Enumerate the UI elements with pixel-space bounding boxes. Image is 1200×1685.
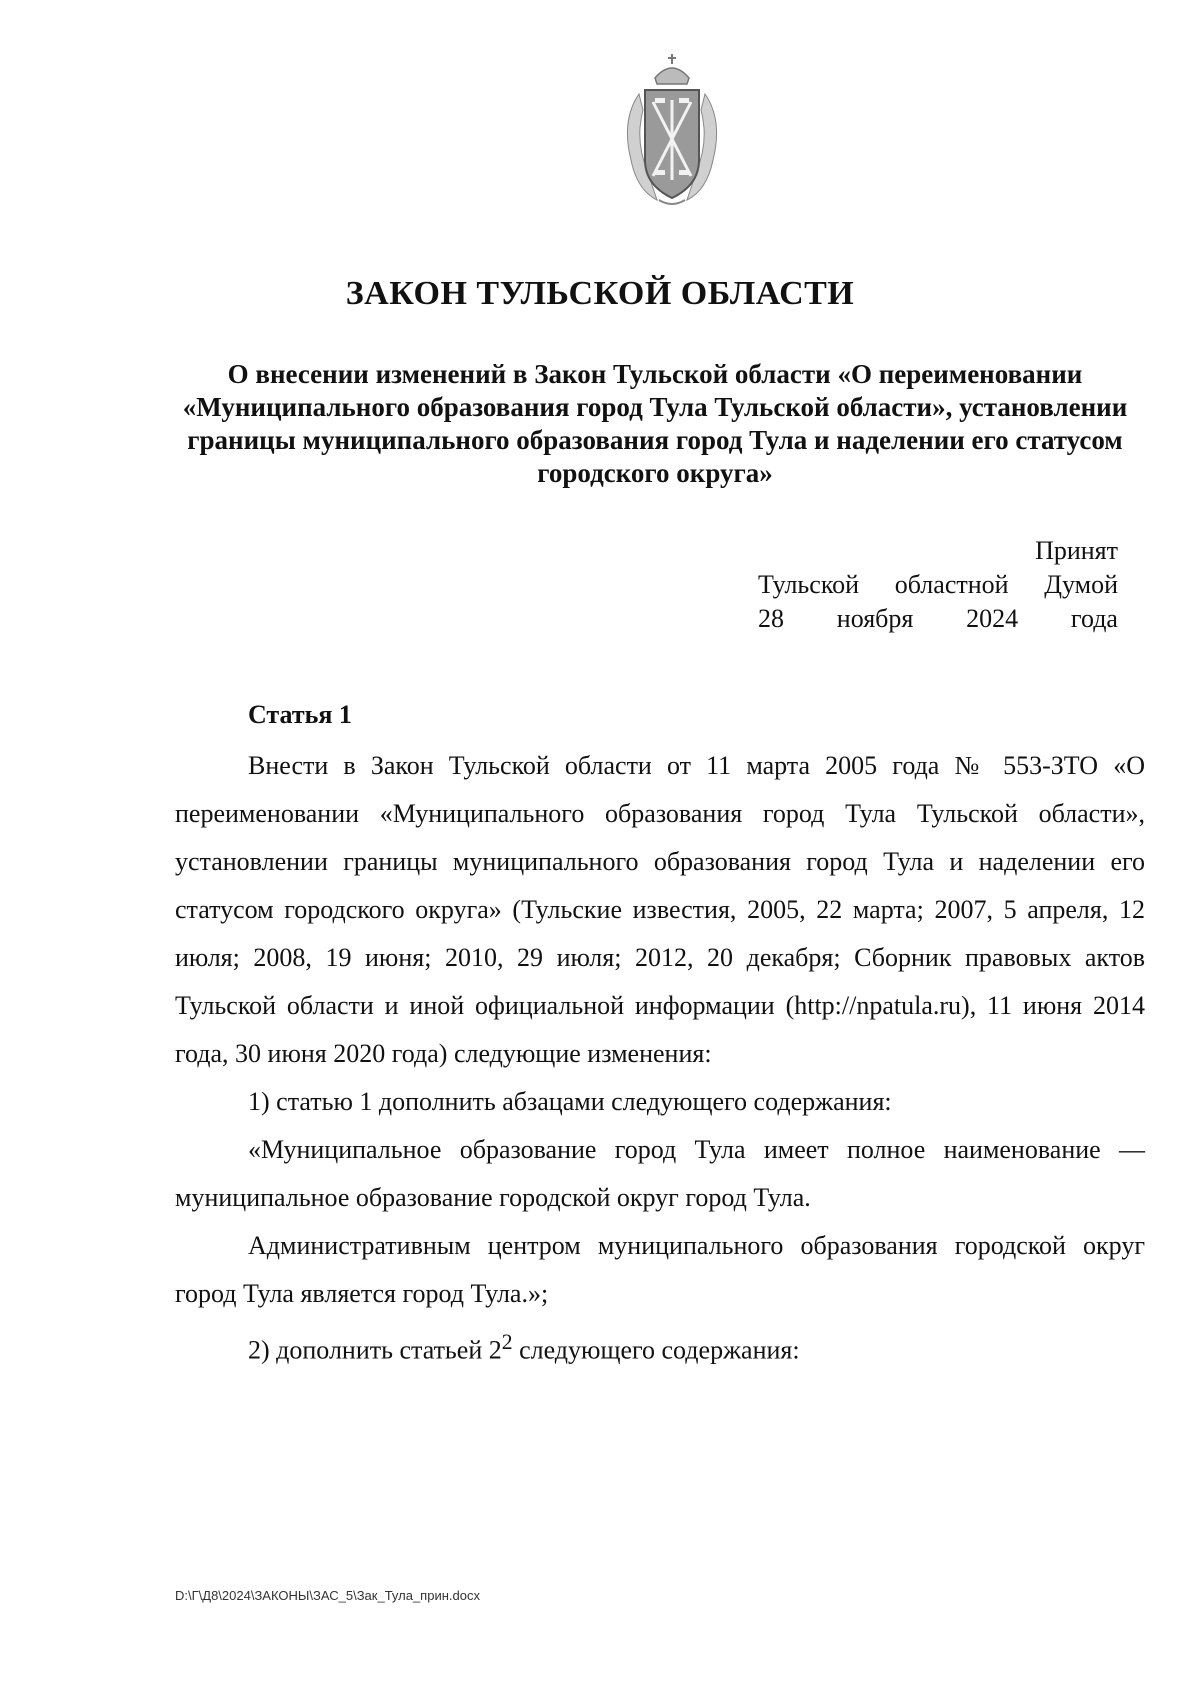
- article-heading: Статья 1: [248, 700, 352, 729]
- coat-of-arms-emblem: [617, 50, 727, 210]
- adoption-day: 28: [758, 604, 784, 633]
- file-path-footer: D:\Г\Д8\2024\ЗАКОНЫ\ЗАС_5\Зак_Тула_прин.docx: [175, 1588, 480, 1603]
- adoption-line-1: Принят: [1035, 536, 1118, 565]
- document-title: ЗАКОН ТУЛЬСКОЙ ОБЛАСТИ: [345, 275, 855, 312]
- adoption-line-2b: областной: [894, 570, 1009, 599]
- article-quote-2: Административным центром муниципального образования городской округ город Тула является город Тула.»;: [175, 1231, 1145, 1308]
- adoption-block: [758, 534, 1118, 636]
- adoption-year: 2024: [966, 604, 1019, 633]
- article-item-2-superscript: 2: [501, 1330, 513, 1354]
- article-quote-1: «Муниципальное образование город Тула имеет полное наименование — муниципальное образование городской округ город Тула.: [175, 1135, 1145, 1212]
- adoption-year-word: года: [1070, 604, 1118, 633]
- article-intro: Внести в Закон Тульской области от 11 марта 2005 года № 553-ЗТО «О переименовании «Муниципального образования город Тула Тульской области», установлении границы муниципального образования город Тула и наделении его статусом городского округа» (Тульские известия, 2005, 22 марта; 2007, 5 апреля, 12 июля; 2008, 19 июня; 2010, 29 июля; 2012, 20 декабря; Сборник правовых актов Тульской области и иной официальной информации (http://npatula.ru), 11 июня 2014 года, 30 июня 2020 года) следующие изменения:: [175, 751, 1145, 1068]
- article-item-2-text-end: следующего содержания:: [512, 1335, 800, 1365]
- article-item-2: [175, 1318, 1145, 1375]
- article-item-2-text: 2) дополнить статьей 2: [248, 1335, 502, 1365]
- adoption-line-2c: Думой: [1044, 570, 1118, 599]
- article-body: [175, 742, 1145, 1375]
- article-item-1: 1) статью 1 дополнить абзацами следующего содержания:: [248, 1087, 892, 1116]
- adoption-month: ноября: [836, 604, 914, 633]
- document-subtitle: О внесении изменений в Закон Тульской области «О переименовании «Муниципального образования город Тула Тульской области», установлении границы муниципального образования город Тула и наделении его статусом городского округа»: [182, 359, 1128, 488]
- adoption-line-2a: Тульской: [758, 570, 860, 599]
